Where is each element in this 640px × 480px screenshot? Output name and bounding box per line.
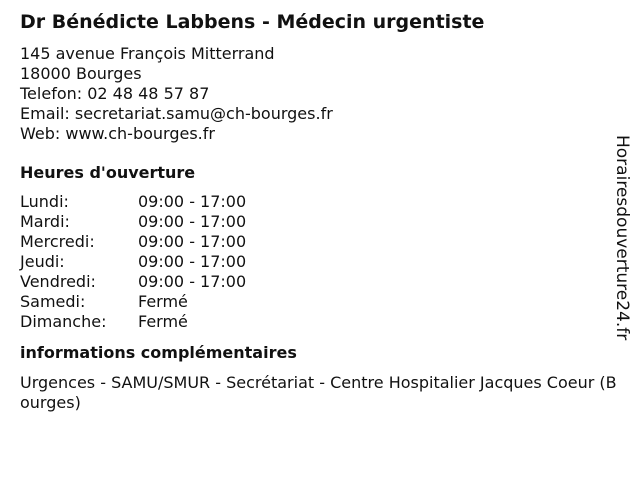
hours-time: Fermé: [138, 292, 188, 311]
hours-time: 09:00 - 17:00: [138, 232, 247, 251]
hours-row-tuesday: [20, 212, 624, 232]
hours-time: 09:00 - 17:00: [138, 212, 247, 231]
hours-day: Samedi:: [20, 292, 86, 311]
hours-row-monday: [20, 192, 624, 212]
page-title: Dr Bénédicte Labbens - Médecin urgentiste: [20, 11, 485, 33]
hours-day: Dimanche:: [20, 312, 107, 331]
info-heading: informations complémentaires: [20, 343, 297, 362]
info-text: Urgences - SAMU/SMUR - Secrétariat - Centre Hospitalier Jacques Coeur (Bourges): [20, 373, 617, 412]
hours-row-thursday: [20, 252, 624, 272]
hours-time: 09:00 - 17:00: [138, 272, 247, 291]
hours-day: Jeudi:: [20, 252, 65, 271]
hours-row-saturday: [20, 292, 624, 312]
hours-time: Fermé: [138, 312, 188, 331]
hours-row-friday: [20, 272, 624, 292]
hours-row-wednesday: [20, 232, 624, 252]
hours-time: 09:00 - 17:00: [138, 192, 247, 211]
phone-line: Telefon: 02 48 48 57 87: [20, 84, 210, 103]
hours-row-sunday: [20, 312, 624, 332]
email-line: Email: secretariat.samu@ch-bourges.fr: [20, 104, 333, 123]
hours-day: Mardi:: [20, 212, 70, 231]
web-line: Web: www.ch-bourges.fr: [20, 124, 215, 143]
hours-day: Vendredi:: [20, 272, 96, 291]
site-watermark: Horairesdouverture24.fr: [612, 135, 632, 341]
address-city: 18000 Bourges: [20, 64, 142, 83]
hours-time: 09:00 - 17:00: [138, 252, 247, 271]
address-street: 145 avenue François Mitterrand: [20, 44, 275, 63]
business-card: [20, 10, 624, 413]
hours-day: Lundi:: [20, 192, 69, 211]
hours-table: [20, 192, 624, 332]
hours-heading: Heures d'ouverture: [20, 163, 196, 182]
contact-block: [20, 44, 624, 144]
hours-day: Mercredi:: [20, 232, 95, 251]
